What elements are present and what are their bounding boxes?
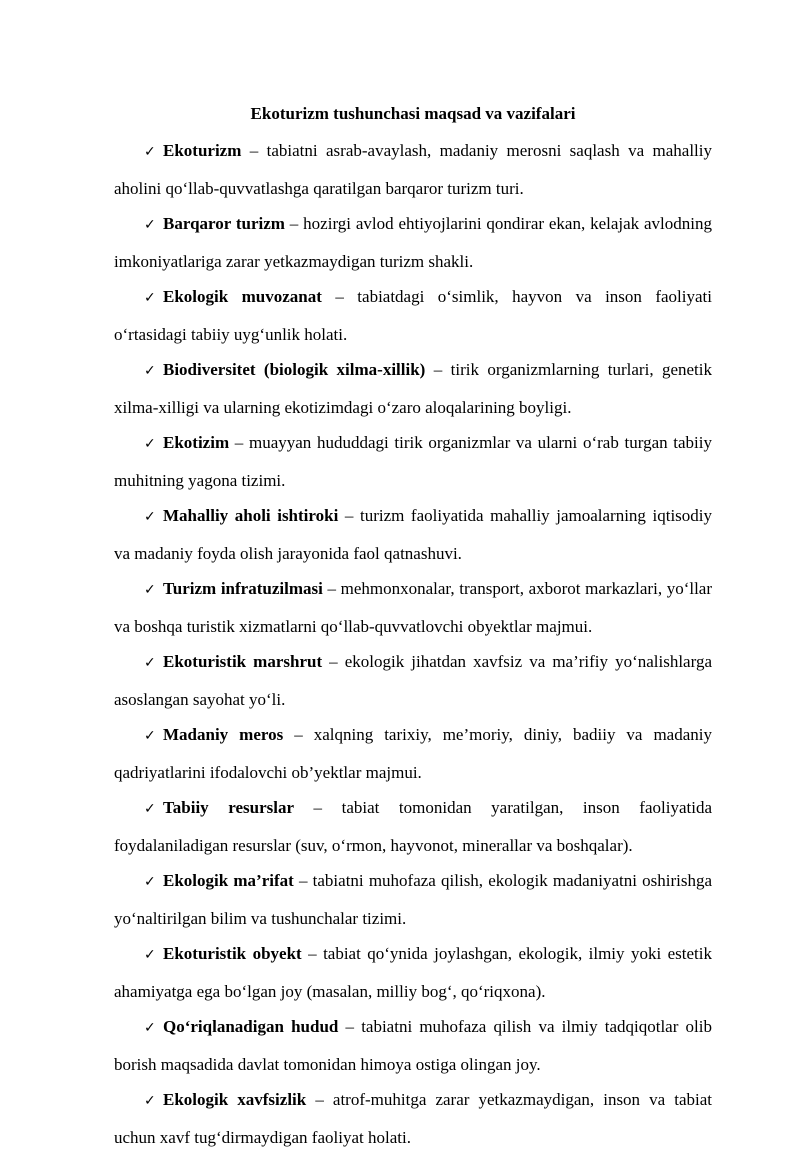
definition-text: muayyan hududdagi tirik organizmlar va ularni o‘rab turgan tabiiy muhitning yagona tizimi. (114, 433, 713, 490)
definition-dash: – (338, 506, 360, 525)
checkmark-icon: ✓ (144, 1020, 156, 1036)
definition-item (114, 498, 712, 571)
definition-text: tabiat qo‘ynida joylashgan, ekologik, ilmiy yoki estetik ahamiyatga ega bo‘lgan joy (masalan, milliy bog‘, qo‘riqxona). (114, 944, 713, 1001)
definition-dash: – (322, 652, 345, 671)
definition-item (114, 790, 712, 863)
checkmark-icon: ✓ (144, 728, 156, 744)
definition-item (114, 936, 712, 1009)
definition-item (114, 1009, 712, 1082)
definition-term: Ekoturizm (163, 141, 242, 160)
definition-term: Mahalliy aholi ishtiroki (163, 506, 339, 525)
definition-item (114, 1082, 712, 1155)
definition-text: tirik organizmlarning turlari, genetik xilma-xilligi va ularning ekotizimdagi o‘zaro aloqalarining boyligi. (114, 360, 712, 417)
definition-item (114, 863, 712, 936)
definition-term: Ekoturistik marshrut (163, 652, 323, 671)
definition-dash: – (321, 287, 358, 306)
checkmark-icon: ✓ (144, 801, 156, 817)
definition-dash: – (425, 360, 451, 379)
definition-dash: – (241, 141, 267, 160)
checkmark-icon: ✓ (144, 947, 156, 963)
definition-dash: – (301, 944, 324, 963)
definition-term: Madaniy meros (163, 725, 284, 744)
definition-dash: – (293, 871, 313, 890)
definition-item (114, 425, 712, 498)
definition-dash: – (338, 1017, 362, 1036)
checkmark-icon: ✓ (144, 436, 156, 452)
definition-text: mehmonxonalar, transport, axborot markazlari, yo‘llar va boshqa turistik xizmatlarni qo‘llab-quvvatlovchi obyektlar majmui. (114, 579, 713, 636)
definition-text: ekologik jihatdan xavfsiz va ma’rifiy yo‘nalishlarga asoslangan sayohat yo‘li. (114, 652, 713, 709)
definition-term: Qo‘riqlanadigan hudud (163, 1017, 339, 1036)
definition-text: tabiatdagi o‘simlik, hayvon va inson faoliyati o‘rtasidagi tabiiy uyg‘unlik holati. (114, 287, 712, 344)
checkmark-icon: ✓ (144, 144, 156, 160)
checkmark-icon: ✓ (144, 582, 156, 598)
definition-term: Ekologik ma’rifat (163, 871, 294, 890)
definition-item (114, 571, 712, 644)
definition-text: xalqning tarixiy, me’moriy, diniy, badiiy va madaniy qadriyatlarini ifodalovchi ob’yektlar majmui. (114, 725, 712, 782)
definition-text: turizm faoliyatida mahalliy jamoalarning iqtisodiy va madaniy foyda olish jarayonida faol qatnashuvi. (114, 506, 713, 563)
definition-text: hozirgi avlod ehtiyojlarini qondirar ekan, kelajak avlodning imkoniyatlariga zarar yetkazmaydigan turizm shakli. (114, 214, 712, 271)
checkmark-icon: ✓ (144, 655, 156, 671)
definition-term: Ekologik xavfsizlik (163, 1090, 307, 1109)
definition-dash: – (284, 214, 304, 233)
definition-text: tabiatni muhofaza qilish, ekologik madaniyatni oshirishga yo‘naltirilgan bilim va tushunchalar tizimi. (114, 871, 712, 928)
definition-item (114, 352, 712, 425)
checkmark-icon: ✓ (144, 217, 156, 233)
definition-term: Ekologik muvozanat (163, 287, 322, 306)
document-title: Ekoturizm tushunchasi maqsad va vazifalari (250, 104, 576, 123)
definition-term: Ekoturistik obyekt (163, 944, 302, 963)
definition-item (114, 717, 712, 790)
definition-text: tabiatni asrab-avaylash, madaniy merosni saqlash va mahalliy aholini qo‘llab-quvvatlashga qaratilgan barqaror turizm turi. (114, 141, 712, 198)
definition-text: tabiatni muhofaza qilish va ilmiy tadqiqotlar olib borish maqsadida davlat tomonidan himoya ostiga olingan joy. (114, 1017, 712, 1074)
checkmark-icon: ✓ (144, 290, 156, 306)
checkmark-icon: ✓ (144, 1093, 156, 1109)
definition-dash: – (229, 433, 249, 452)
definition-term: Tabiiy resurslar (163, 798, 295, 817)
definition-dash: – (294, 798, 342, 817)
definition-text: atrof-muhitga zarar yetkazmaydigan, inson va tabiat uchun xavf tug‘dirmaydigan faoliyat holati. (114, 1090, 713, 1147)
definition-list (114, 133, 712, 1155)
definition-term: Turizm infratuzilmasi (163, 579, 323, 598)
definition-item (114, 644, 712, 717)
document-page (114, 103, 712, 1155)
definition-term: Ekotizim (163, 433, 230, 452)
definition-item (114, 206, 712, 279)
checkmark-icon: ✓ (144, 874, 156, 890)
checkmark-icon: ✓ (144, 509, 156, 525)
definition-dash: – (322, 579, 341, 598)
definition-term: Barqaror turizm (163, 214, 285, 233)
definition-dash: – (283, 725, 314, 744)
definition-dash: – (306, 1090, 333, 1109)
definition-item (114, 279, 712, 352)
definition-item (114, 133, 712, 206)
checkmark-icon: ✓ (144, 363, 156, 379)
definition-term: Biodiversitet (biologik xilma-xillik) (163, 360, 426, 379)
definition-text: tabiat tomonidan yaratilgan, inson faoliyatida foydalaniladigan resurslar (suv, o‘rmon, hayvonot, minerallar va boshqalar). (114, 798, 712, 855)
